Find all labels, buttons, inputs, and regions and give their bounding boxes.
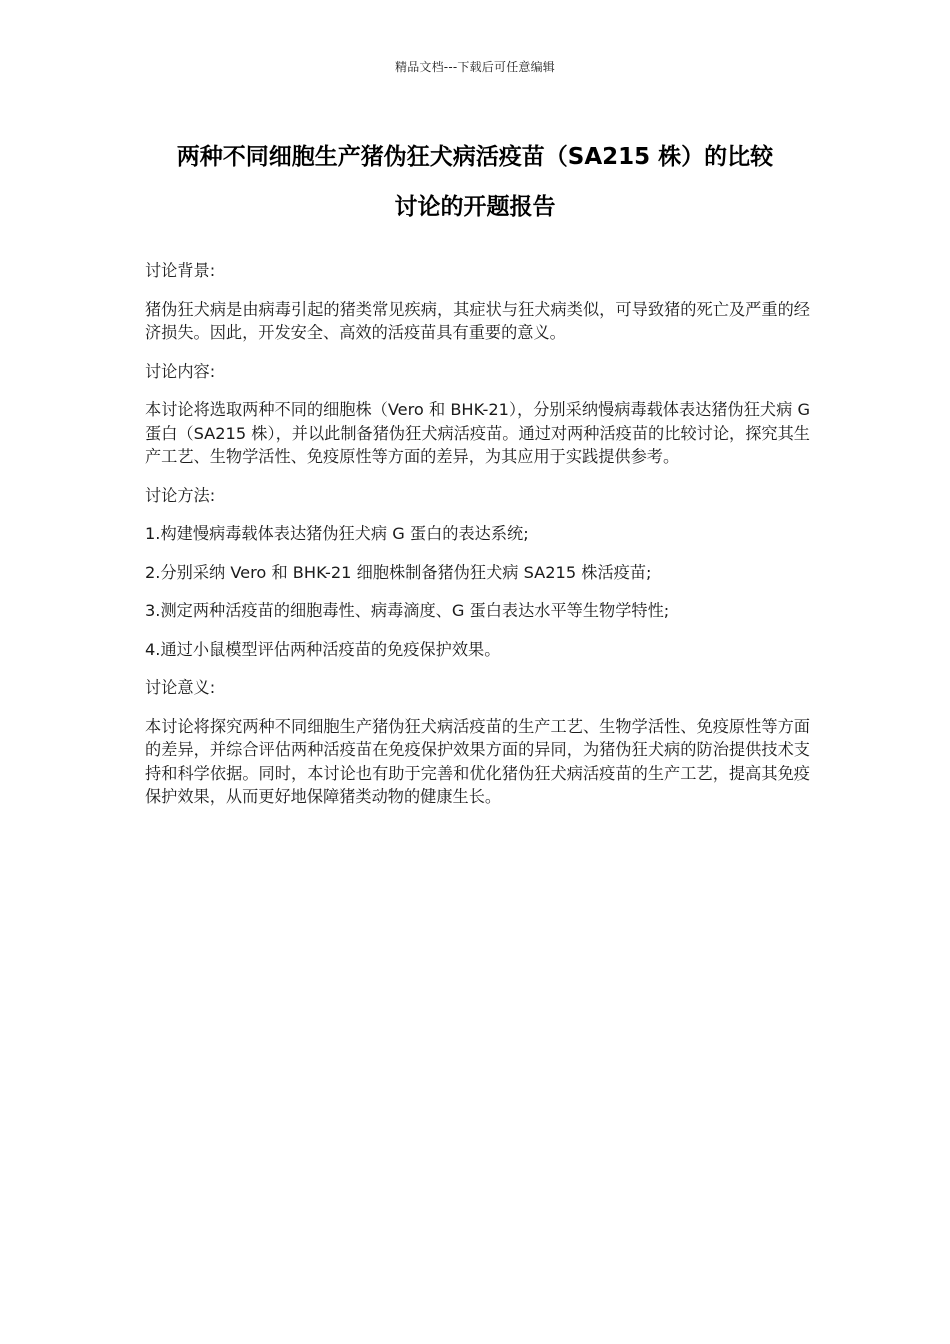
running-header: 精品文档---下载后可任意编辑: [395, 60, 555, 74]
method-item-3: 3.测定两种活疫苗的细胞毒性、病毒滴度、G 蛋白表达水平等生物学特性;: [145, 601, 670, 620]
document-title: [100, 132, 850, 232]
section-text-significance: 本讨论将探究两种不同细胞生产猪伪狂犬病活疫苗的生产工艺、生物学活性、免疫原性等方面的差异，并综合评估两种活疫苗在免疫保护效果方面的异同，为猪伪狂犬病的防治提供技术支持和科学依据。同时，本讨论也有助于完善和优化猪伪狂犬病活疫苗的生产工艺，提高其免疫保护效果，从而更好地保障猪类动物的健康生长。: [145, 716, 810, 806]
section-heading-background: 讨论背景:: [145, 261, 216, 280]
document-body: [145, 259, 810, 824]
section-heading-significance: 讨论意义:: [145, 678, 216, 697]
section-text-background: 猪伪狂犬病是由病毒引起的猪类常见疾病，其症状与狂犬病类似，可导致猪的死亡及严重的经济损失。因此，开发安全、高效的活疫苗具有重要的意义。: [145, 299, 810, 342]
section-text-content: 本讨论将选取两种不同的细胞株（Vero 和 BHK-21），分别采纳慢病毒载体表达猪伪狂犬病 G 蛋白（SA215 株），并以此制备猪伪狂犬病活疫苗。通过对两种活疫苗的比较讨论，探究其生产工艺、生物学活性、免疫原性等方面的差异，为其应用于实践提供参考。: [145, 400, 810, 466]
method-item-1: 1.构建慢病毒载体表达猪伪狂犬病 G 蛋白的表达系统;: [145, 524, 529, 543]
document-title-line-1: 两种不同细胞生产猪伪狂犬病活疫苗（SA215 株）的比较: [176, 144, 774, 170]
method-item-4: 4.通过小鼠模型评估两种活疫苗的免疫保护效果。: [145, 639, 501, 659]
document-title-line-2: 讨论的开题报告: [394, 194, 556, 220]
section-heading-methods: 讨论方法:: [145, 485, 216, 505]
method-item-2: 2.分别采纳 Vero 和 BHK-21 细胞株制备猪伪狂犬病 SA215 株活疫苗;: [145, 562, 652, 582]
section-heading-content: 讨论内容:: [145, 361, 216, 381]
